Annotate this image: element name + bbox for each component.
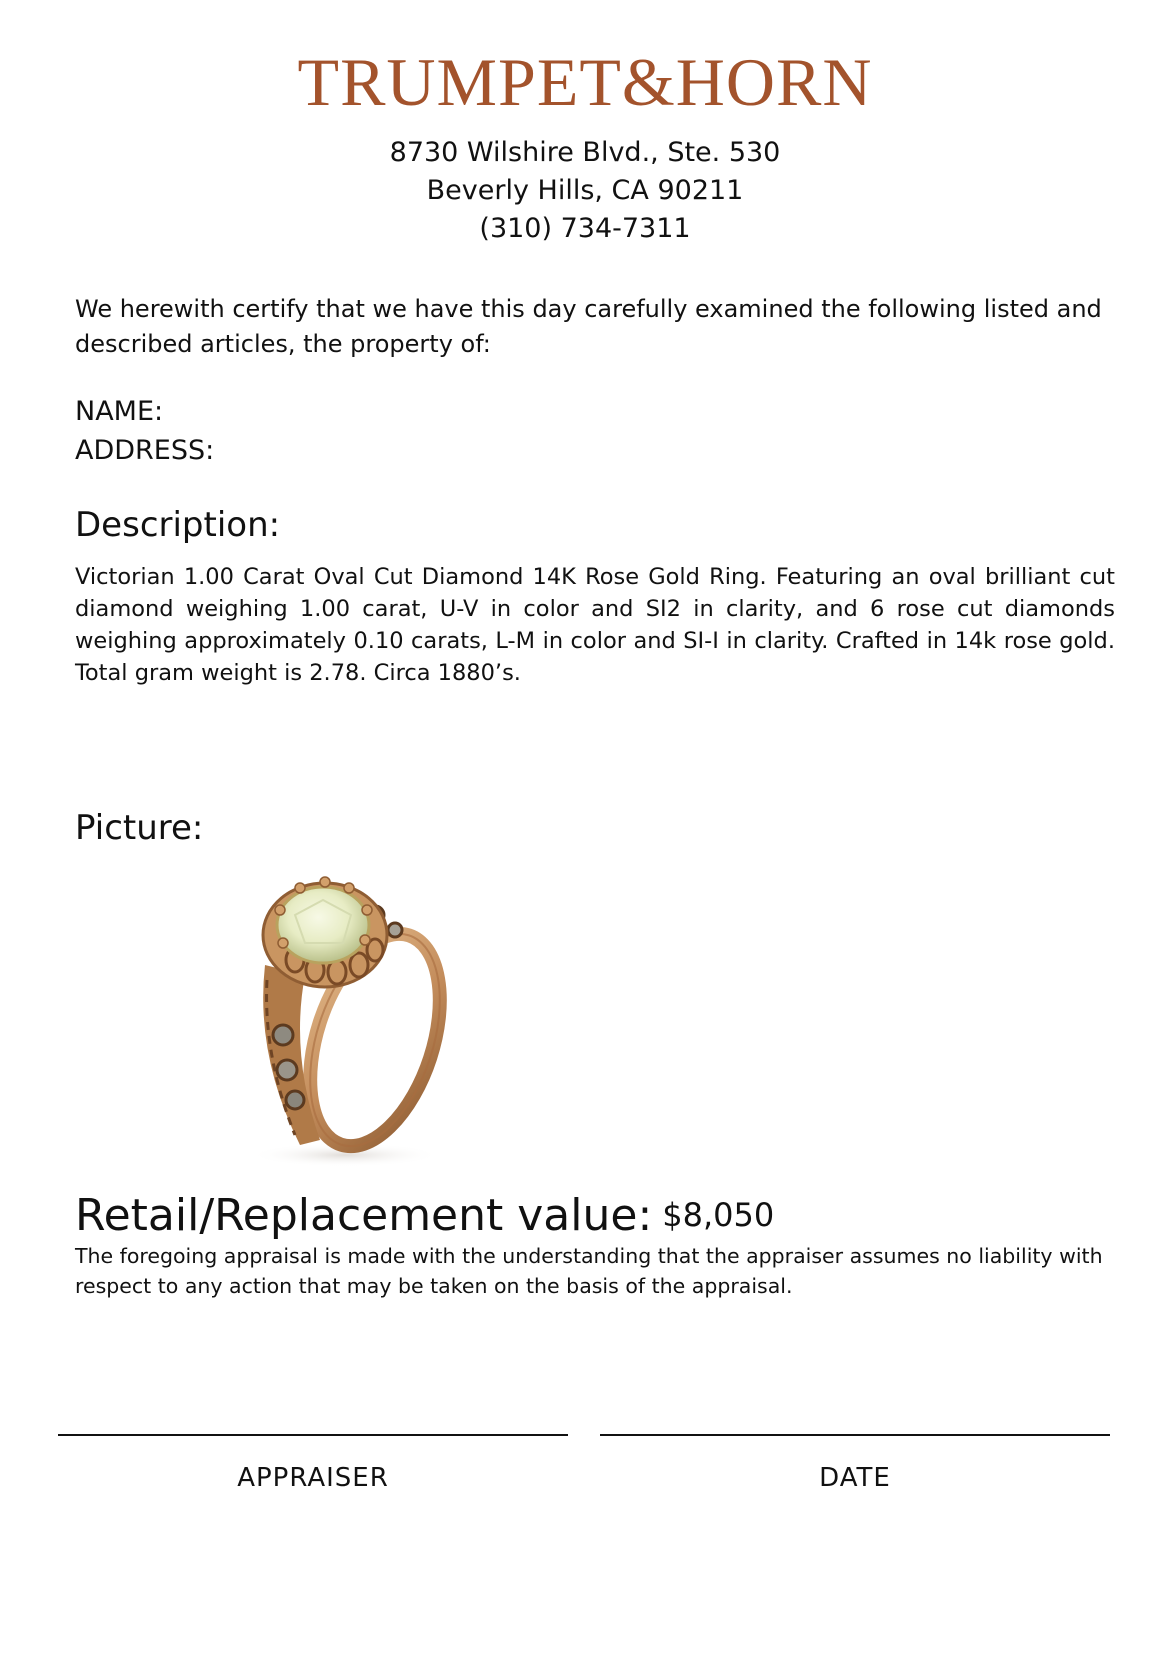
ring-illustration: [225, 855, 495, 1170]
company-address: [0, 134, 1170, 248]
owner-fields: [75, 392, 214, 470]
description-title: Description:: [75, 505, 281, 545]
address-line-1: 8730 Wilshire Blvd., Ste. 530: [389, 137, 781, 168]
value-amount: $8,050: [662, 1196, 775, 1234]
brand-logo: TRUMPET&HORN: [297, 44, 873, 120]
disclaimer-text: The foregoing appraisal is made with the understanding that the appraiser assumes no liability with respect to any action that may be taken on the basis of the appraisal.: [75, 1244, 1103, 1298]
appraiser-signature-line: [58, 1434, 568, 1436]
name-label: NAME:: [75, 396, 164, 427]
date-signature-line: [600, 1434, 1110, 1436]
description-text: Victorian 1.00 Carat Oval Cut Diamond 14K Rose Gold Ring. Featuring an oval brilliant cut diamond weighing 1.00 carat, U-V in color and SI2 in clarity, and 6 rose cut diamonds weighing approximately 0.10 carats, L-M in color and SI-I in clarity. Crafted in 14k rose gold. Total gram weight is 2.78. Circa 1880’s.: [75, 564, 1115, 686]
address-label: ADDRESS:: [75, 435, 215, 466]
value-row: [75, 1190, 774, 1242]
address-line-2: Beverly Hills, CA 90211: [426, 175, 744, 206]
value-label: Retail/Replacement value:: [75, 1190, 653, 1241]
date-label: DATE: [819, 1463, 891, 1493]
certification-statement: We herewith certify that we have this day carefully examined the following listed and described articles, the property of:: [75, 295, 1102, 358]
picture-title: Picture:: [75, 808, 204, 848]
phone-number: (310) 734-7311: [479, 213, 691, 244]
ring-photo: [225, 855, 495, 1170]
appraiser-label: APPRAISER: [237, 1463, 389, 1493]
